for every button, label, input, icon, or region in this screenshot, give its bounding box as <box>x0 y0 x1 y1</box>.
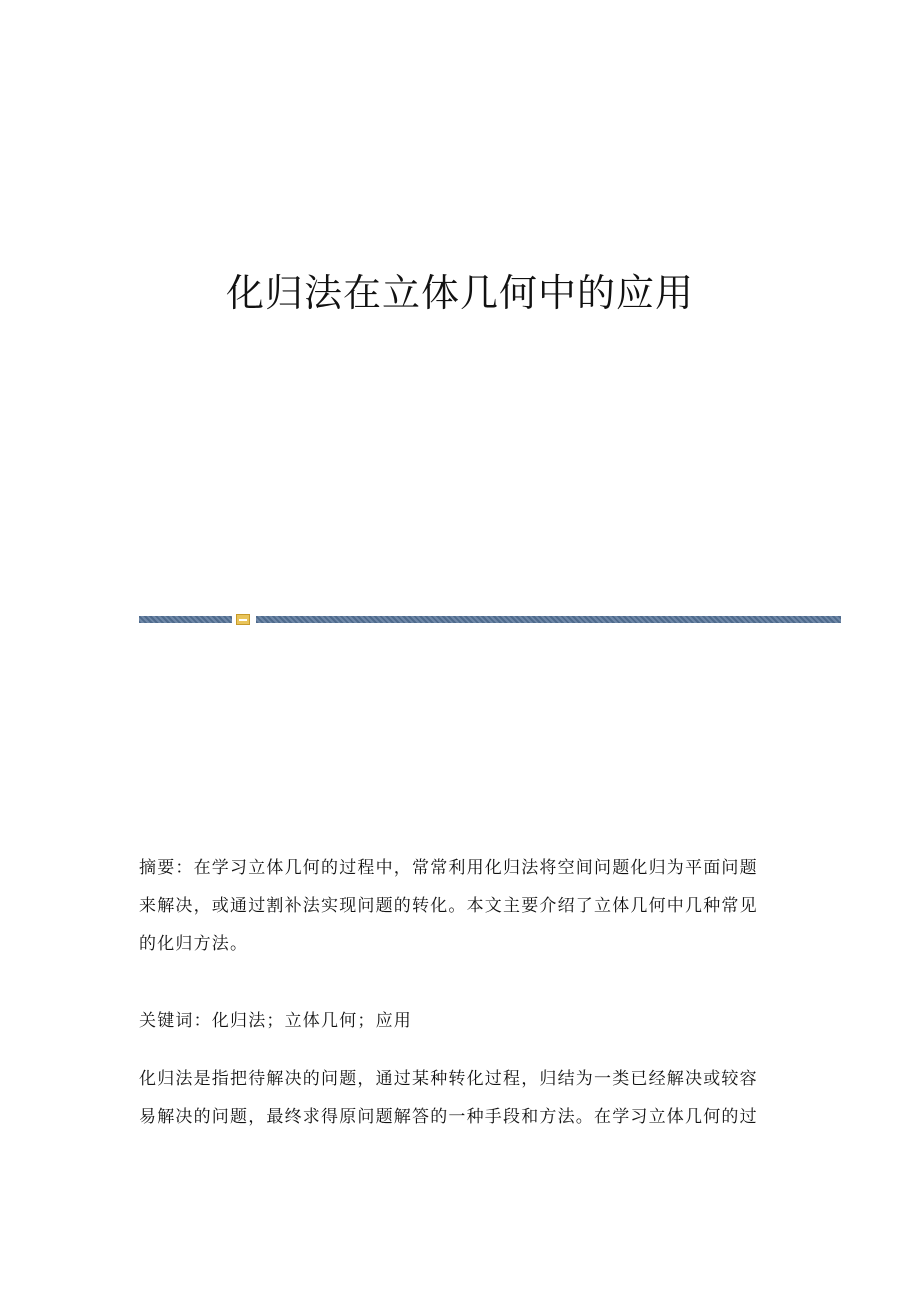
document-title: 化归法在立体几何中的应用 <box>225 271 694 315</box>
abstract-paragraph: 摘要：在学习立体几何的过程中，常常利用化归法将空间问题化归为平面问题来解决，或通过割补法实现问题的转化。本文主要介绍了立体几何中几种常见的化归方法。 <box>139 858 758 954</box>
body-paragraph: 化归法是指把待解决的问题，通过某种转化过程，归结为一类已经解决或较容易解决的问题，最终求得原问题解答的一种手段和方法。在学习立体几何的过 <box>139 1069 758 1127</box>
section-divider <box>139 614 841 626</box>
keywords-line: 关键词：化归法；立体几何；应用 <box>139 1011 412 1031</box>
divider-emblem-icon <box>236 614 250 625</box>
divider-bar-left <box>139 616 232 623</box>
divider-bar-right <box>256 616 841 623</box>
